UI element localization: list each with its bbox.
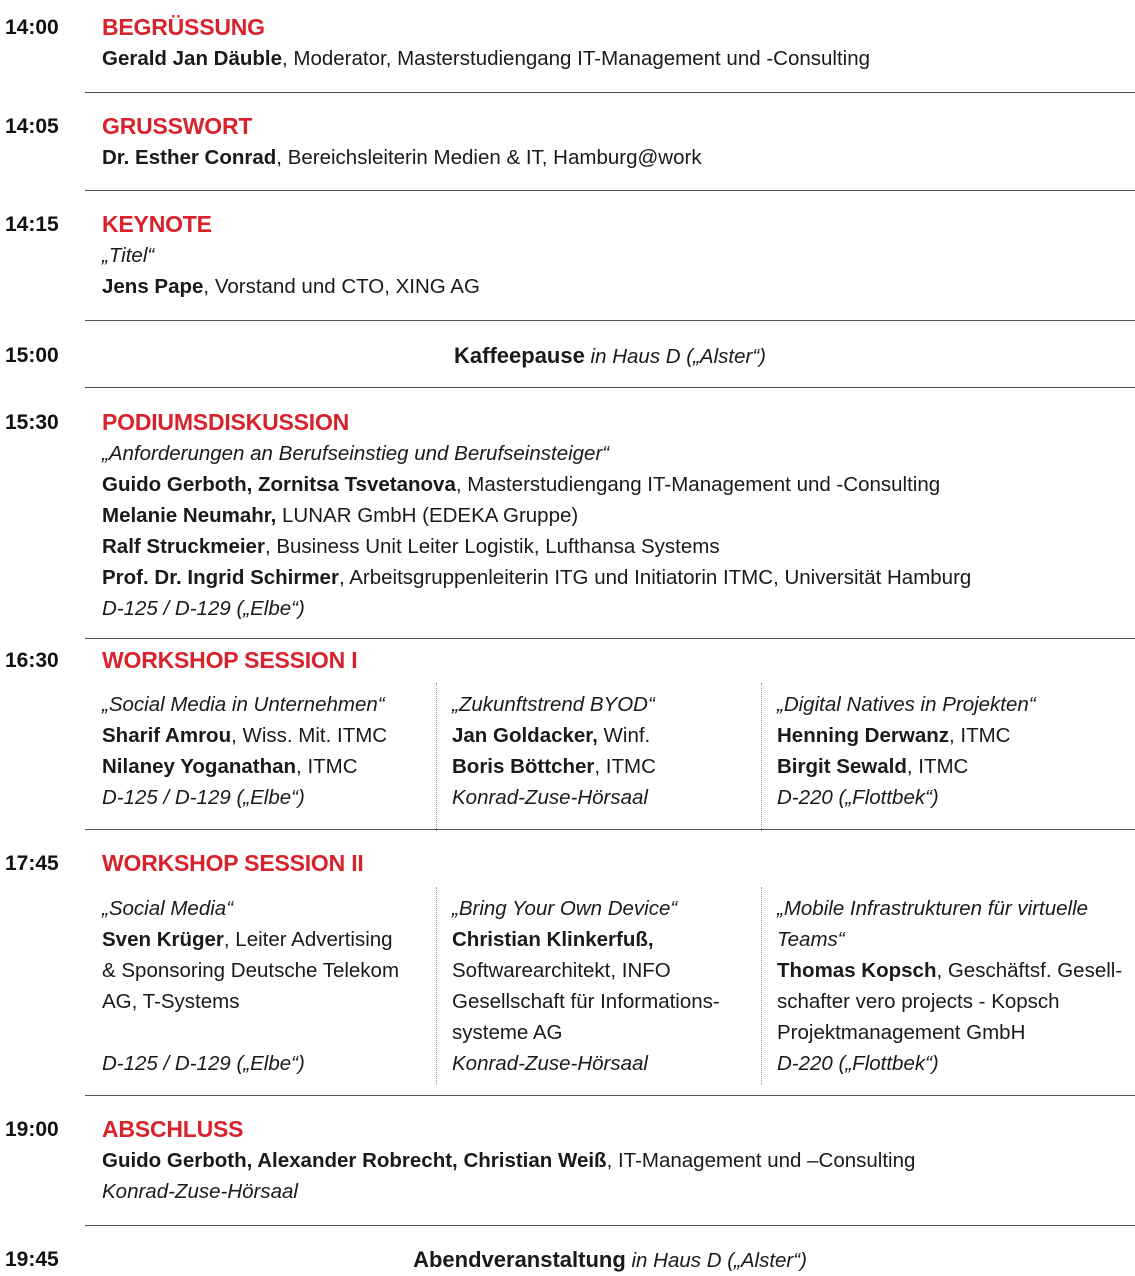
speaker-name: Guido Gerboth, Alexander Robrecht, Christian Weiß: [102, 1149, 607, 1172]
time-label: 15:30: [5, 411, 59, 434]
speaker-line: [102, 500, 1131, 531]
speaker-line: [102, 562, 1131, 593]
section-title: KEYNOTE: [102, 211, 212, 237]
column-separator: [761, 683, 762, 831]
workshop-columns: [102, 893, 1135, 1083]
divider: [85, 190, 1135, 191]
workshop-title-continued: Teams“: [777, 928, 845, 951]
column-separator: [436, 887, 437, 1085]
blank-line: [102, 1017, 399, 1048]
speaker-name: Birgit Sewald: [777, 755, 907, 778]
workshop-column: [452, 689, 656, 813]
time-label: 19:00: [5, 1118, 59, 1141]
break-label: Kaffeepause: [454, 343, 585, 368]
speaker-role: , Vorstand und CTO, XING AG: [203, 275, 480, 298]
room-label: D-220 („Flottbek“): [777, 786, 939, 809]
speaker-line: [777, 955, 1122, 986]
speaker-role: , Wiss. Mit. ITMC: [231, 724, 388, 747]
speaker-role: , ITMC: [594, 755, 656, 778]
section-title: WORKSHOP SESSION I: [102, 647, 358, 673]
time-label: 19:45: [5, 1248, 59, 1271]
time-label: 15:00: [5, 344, 59, 367]
speaker-role: , IT-Management und –Consulting: [606, 1149, 916, 1172]
talk-title: „Titel“: [102, 244, 155, 267]
speaker-name: Gerald Jan Däuble: [102, 47, 283, 70]
room-label: D-220 („Flottbek“): [777, 1052, 939, 1075]
speaker-role: , Geschäftsf. Gesell-: [936, 959, 1123, 982]
divider: [85, 829, 1135, 830]
speaker-line-continued: AG, T-Systems: [102, 990, 240, 1013]
workshop-columns: [102, 689, 1135, 831]
speaker-role: Winf.: [597, 724, 651, 747]
speaker-line: [102, 142, 1131, 173]
divider: [85, 320, 1135, 321]
speaker-line: [102, 271, 1131, 302]
room-label: Konrad-Zuse-Hörsaal: [452, 786, 648, 809]
time-label: 14:05: [5, 115, 59, 138]
section-title: WORKSHOP SESSION II: [102, 850, 364, 876]
speaker-role: LUNAR GmbH (EDEKA Gruppe): [276, 504, 579, 527]
speaker-line: [102, 469, 1131, 500]
workshop-column: [102, 689, 387, 813]
room-label: D-125 / D-129 („Elbe“): [102, 597, 305, 620]
workshop-title: „Social Media“: [102, 897, 234, 920]
speaker-line-continued: & Sponsoring Deutsche Telekom: [102, 959, 400, 982]
speaker-name: Melanie Neumahr,: [102, 504, 277, 527]
section-title: ABSCHLUSS: [102, 1116, 244, 1142]
divider: [85, 1225, 1135, 1226]
workshop-column: [102, 893, 399, 1079]
room-label: D-125 / D-129 („Elbe“): [102, 1052, 305, 1075]
divider: [85, 92, 1135, 93]
speaker-line: [102, 531, 1131, 562]
speaker-line: [102, 43, 1131, 74]
speaker-role: , ITMC: [296, 755, 358, 778]
workshop-column: [777, 689, 1036, 813]
room-label: Konrad-Zuse-Hörsaal: [452, 1052, 648, 1075]
section-title: PODIUMSDISKUSSION: [102, 409, 350, 435]
time-label: 14:00: [5, 16, 59, 39]
workshop-column: [452, 893, 720, 1079]
speaker-line: [452, 751, 656, 782]
speaker-line-continued: schafter vero projects - Kopsch: [777, 990, 1060, 1013]
room-label: Konrad-Zuse-Hörsaal: [102, 1180, 298, 1203]
speaker-role: , Arbeitsgruppenleiterin ITG und Initiatorin ITMC, Universität Hamburg: [338, 566, 972, 589]
speaker-role: , Business Unit Leiter Logistik, Lufthansa Systems: [264, 535, 720, 558]
section-title: BEGRÜSSUNG: [102, 14, 265, 40]
speaker-name: Dr. Esther Conrad: [102, 146, 277, 169]
speaker-line-continued: systeme AG: [452, 1021, 563, 1044]
speaker-role: , ITMC: [906, 755, 969, 778]
time-label: 16:30: [5, 649, 59, 672]
speaker-role: , Masterstudiengang IT-Management und -Consulting: [455, 473, 941, 496]
speaker-name: Jens Pape: [102, 275, 204, 298]
speaker-name: Sven Krüger: [102, 928, 224, 951]
speaker-name: Thomas Kopsch: [777, 959, 937, 982]
workshop-title: „Social Media in Unternehmen“: [102, 693, 385, 716]
speaker-line: [102, 751, 387, 782]
speaker-role: , ITMC: [949, 724, 1011, 747]
speaker-line: [777, 720, 1036, 751]
speaker-line: [777, 751, 1036, 782]
divider: [85, 638, 1135, 639]
speaker-line: [102, 1145, 1131, 1176]
speaker-line: [102, 924, 399, 955]
speaker-role: , Moderator, Masterstudiengang IT-Management und -Consulting: [282, 47, 871, 70]
break-location: in Haus D („Alster“): [584, 345, 766, 368]
column-separator: [436, 683, 437, 831]
speaker-role: , Leiter Advertising: [223, 928, 393, 951]
speaker-line-continued: Gesellschaft für Informations-: [452, 990, 720, 1013]
speaker-name: Jan Goldacker,: [452, 724, 598, 747]
speaker-line-continued: Softwarearchitekt, INFO: [452, 959, 671, 982]
speaker-role: , Bereichsleiterin Medien & IT, Hamburg@work: [276, 146, 702, 169]
speaker-name: Henning Derwanz: [777, 724, 949, 747]
time-label: 17:45: [5, 852, 59, 875]
divider: [85, 387, 1135, 388]
workshop-title: „Zukunftstrend BYOD“: [452, 693, 655, 716]
speaker-name: Prof. Dr. Ingrid Schirmer: [102, 566, 339, 589]
event-location: in Haus D („Alster“): [625, 1249, 807, 1272]
speaker-line: [102, 720, 387, 751]
room-label: D-125 / D-129 („Elbe“): [102, 786, 305, 809]
speaker-name: Sharif Amrou: [102, 724, 232, 747]
divider: [85, 1095, 1135, 1096]
event-label: Abendveranstaltung: [413, 1247, 626, 1272]
speaker-name: Boris Böttcher: [452, 755, 595, 778]
workshop-column: [777, 893, 1122, 1079]
column-separator: [761, 887, 762, 1085]
time-label: 14:15: [5, 213, 59, 236]
speaker-line: [452, 720, 656, 751]
speaker-line-continued: Projektmanagement GmbH: [777, 1021, 1026, 1044]
workshop-title: „Mobile Infrastrukturen für virtuelle: [777, 897, 1089, 920]
speaker-name: Guido Gerboth, Zornitsa Tsvetanova: [102, 473, 456, 496]
workshop-title: „Digital Natives in Projekten“: [777, 693, 1036, 716]
speaker-name: Christian Klinkerfuß,: [452, 928, 654, 951]
talk-title: „Anforderungen an Berufseinstieg und Berufseinsteiger“: [102, 442, 610, 465]
break-line: [85, 340, 1135, 372]
workshop-title: „Bring Your Own Device“: [452, 897, 678, 920]
speaker-name: Nilaney Yoganathan: [102, 755, 297, 778]
speaker-name: Ralf Struckmeier: [102, 535, 265, 558]
event-line: [85, 1244, 1135, 1276]
section-title: GRUSSWORT: [102, 113, 253, 139]
